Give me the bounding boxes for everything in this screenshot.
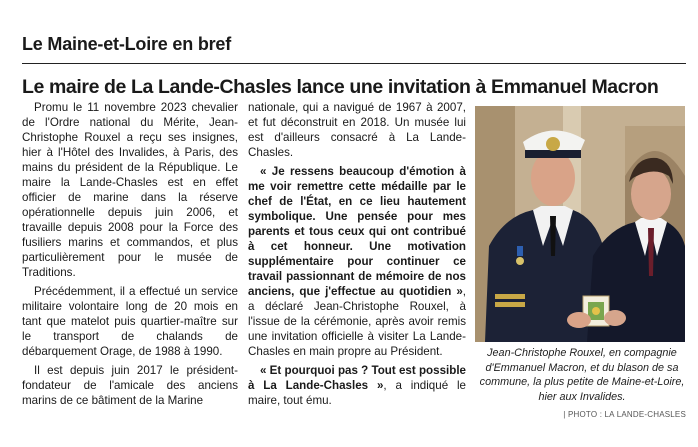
- section-divider: [22, 63, 686, 64]
- officer-sleeve-stripe: [495, 302, 525, 307]
- paragraph-text: , a déclaré Jean-Christophe Rouxel, à l'issue de la cérémonie, après avoir remis une invitation officielle à visiter La Lande-Chasles en main propre au Président.: [248, 285, 466, 358]
- officer-face: [531, 150, 575, 206]
- officer-sleeve-stripe: [495, 294, 525, 299]
- paragraph: Précédemment, il a effectué un service militaire volontaire long de 20 mois en tant que matelot puis quartier-maître sur le transport de chalands de débarquement Orage, de 1988 à 1990.: [22, 285, 238, 358]
- coat-of-arms-emblem-icon: [592, 307, 600, 315]
- quote: « Je ressens beaucoup d'émotion à me voir remettre cette médaille par le chef de l'État, en ce lieu hautement symbolique. Une pensée pour mes parents et tous ceux qui ont contribué à cet honneur. Une motivation supplémentaire pour continuer ce travail passionnant de mémoire de nos anciens, que j'effectue au quotidien »: [248, 165, 466, 298]
- officer-cap-band: [525, 150, 581, 158]
- medal-ribbon: [517, 246, 523, 256]
- article-headline: Le maire de La Lande-Chasles lance une invitation à Emmanuel Macron: [22, 76, 659, 98]
- hand: [567, 312, 591, 328]
- cap-badge-icon: [546, 137, 560, 151]
- officer-tie: [550, 216, 556, 256]
- paragraph: nationale, qui a navigué de 1967 à 2007, et fut déconstruit en 2018. Un musée lui est d'ailleurs consacré à La Lande-Chasles.: [248, 101, 466, 159]
- photo-credit: | PHOTO : LA LANDE-CHASLES: [563, 410, 686, 419]
- article-column-1: [22, 100, 238, 408]
- article-column-2: [248, 100, 466, 408]
- photo-illustration: [475, 106, 685, 342]
- hand: [604, 310, 626, 326]
- medal-icon: [516, 257, 524, 265]
- photo-caption: Jean-Christophe Rouxel, en compagnie d'Emmanuel Macron, et du blason de sa commune, la plus petite de Maine-et-Loire, hier aux Invalides.: [479, 347, 685, 403]
- quote: « Et pourquoi pas ? Tout est possible à La Lande-Chasles »: [248, 364, 466, 392]
- article-photo: [475, 106, 685, 342]
- paragraph: Promu le 11 novembre 2023 chevalier de l'Ordre national du Mérite, Jean-Christophe Rouxel a reçu ses insignes, hier à l'Hôtel des Invalides, à Paris, des mains du président de la République. Le maire la Lande-Chasles est en effet officier de marine dans la réserve opérationnelle depuis juin 2006, et travaille depuis 2008 pour la Force des fusiliers marins et commandos, et plus particulièrement pour le musée de Traditions.: [22, 101, 238, 279]
- paragraph: [248, 363, 466, 408]
- paragraph: [248, 164, 466, 359]
- section-title: Le Maine-et-Loire en bref: [22, 34, 232, 54]
- paragraph: Il est depuis juin 2017 le président-fondateur de l'amicale des anciens marins de ce bâtiment de la Marine: [22, 364, 238, 407]
- president-tie: [648, 228, 654, 276]
- paragraph-text: , a indiqué le maire, tout ému.: [248, 379, 466, 407]
